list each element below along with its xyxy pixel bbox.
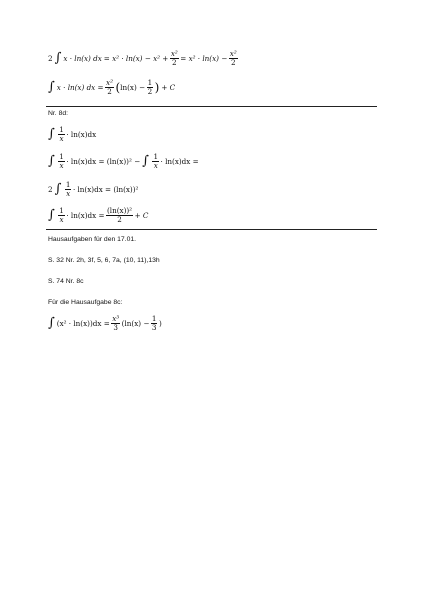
equation-6 xyxy=(48,207,148,224)
eq7-fraction xyxy=(111,315,120,332)
eq4-frac-num: 1 xyxy=(59,152,64,161)
equation-5 xyxy=(48,181,138,198)
eq3-frac-num: 1 xyxy=(59,125,64,134)
equation-7 xyxy=(48,315,162,332)
eq4-mid: · ln(x)dx = (ln(x))² − xyxy=(66,157,141,166)
divider-line xyxy=(46,106,377,107)
homework-heading: Hausaufgaben für den 17.01. xyxy=(48,236,137,243)
eq5-frac-den: x xyxy=(66,189,71,198)
eq1-rhs-a: = x² · ln(x) − x² + xyxy=(103,54,169,63)
section-label-8d: Nr. 8d: xyxy=(48,110,69,117)
eq5-fraction xyxy=(65,181,72,198)
eq1-integrand: x · ln(x) dx xyxy=(63,54,102,63)
equation-3 xyxy=(48,126,96,143)
equation-4 xyxy=(48,153,199,170)
homework-line-3: Für die Hausaufgabe 8c: xyxy=(48,299,123,306)
integral-sign: ∫ xyxy=(54,181,62,196)
eq5-factor: 2 xyxy=(48,185,53,194)
eq3-tail: · ln(x)dx xyxy=(66,130,97,139)
eq1-frac-den: 2 xyxy=(172,58,177,67)
eq1-rhs-b: = x² · ln(x) − xyxy=(180,54,228,63)
eq2-fraction xyxy=(105,79,114,96)
eq2-inner-fraction xyxy=(147,79,154,96)
eq2-paren-open: ( xyxy=(115,80,121,94)
eq6-fraction-2 xyxy=(106,207,133,224)
eq4-frac2-num: 1 xyxy=(153,152,159,161)
homework-line-1: S. 32 Nr. 2h, 3f, 5, 6, 7a, (10, 11),13h xyxy=(48,257,160,264)
eq2-inner-frac-num: 1 xyxy=(147,78,153,87)
equation-1 xyxy=(48,50,239,67)
eq7-inner-fraction xyxy=(151,315,158,332)
eq3-frac-den: x xyxy=(59,134,64,143)
eq1-factor: 2 xyxy=(48,54,53,63)
divider-line xyxy=(46,229,377,230)
eq1-fraction-2 xyxy=(229,50,238,67)
eq1-frac-num: x² xyxy=(170,49,178,58)
integral-sign: ∫ xyxy=(142,153,149,168)
eq7-integrand: (x² · ln(x))dx = xyxy=(56,319,110,328)
eq7-frac-num: x³ xyxy=(112,314,120,323)
eq2-frac-den: 2 xyxy=(107,87,112,96)
eq6-frac2-num: (ln(x))² xyxy=(106,206,133,215)
eq6-frac2-den: 2 xyxy=(117,215,122,224)
eq4-tail: · ln(x)dx = xyxy=(160,157,199,166)
eq1-frac2-num: x² xyxy=(229,49,237,58)
eq1-frac2-den: 2 xyxy=(230,58,236,67)
eq4-fraction-2 xyxy=(152,153,159,170)
eq7-frac-den: 3 xyxy=(113,323,118,332)
eq2-inner: ln(x) − xyxy=(120,83,146,92)
eq2-paren-close: ) xyxy=(154,80,160,94)
eq2-integrand: x · ln(x) dx = xyxy=(56,83,104,92)
homework-line-2: S. 74 Nr. 8c xyxy=(48,278,84,285)
eq1-fraction xyxy=(170,50,179,67)
eq5-frac-num: 1 xyxy=(65,180,71,189)
integral-sign: ∫ xyxy=(54,50,62,65)
eq2-tail: + C xyxy=(161,83,176,92)
integral-sign: ∫ xyxy=(48,153,55,168)
eq7-inner-frac-num: 1 xyxy=(151,314,157,323)
eq4-frac-den: x xyxy=(59,161,64,170)
eq7-close: ) xyxy=(158,319,162,328)
integral-sign: ∫ xyxy=(48,207,55,222)
eq6-tail: + C xyxy=(134,211,149,220)
eq6-mid: · ln(x)dx = xyxy=(66,211,105,220)
eq6-frac-den: x xyxy=(59,215,64,224)
eq2-frac-num: x² xyxy=(106,78,113,87)
eq6-fraction xyxy=(58,207,65,224)
integral-sign: ∫ xyxy=(48,315,55,330)
eq2-inner-frac-den: 2 xyxy=(147,87,153,96)
eq5-tail: · ln(x)dx = (ln(x))² xyxy=(72,185,139,194)
eq6-frac-num: 1 xyxy=(59,206,64,215)
eq3-fraction xyxy=(58,126,65,143)
integral-sign: ∫ xyxy=(48,126,55,141)
integral-sign: ∫ xyxy=(48,79,55,94)
eq7-inner: (ln(x) − xyxy=(121,319,150,328)
eq4-frac2-den: x xyxy=(153,161,158,170)
equation-2 xyxy=(48,79,175,96)
eq4-fraction xyxy=(58,153,65,170)
eq7-inner-frac-den: 3 xyxy=(151,323,157,332)
